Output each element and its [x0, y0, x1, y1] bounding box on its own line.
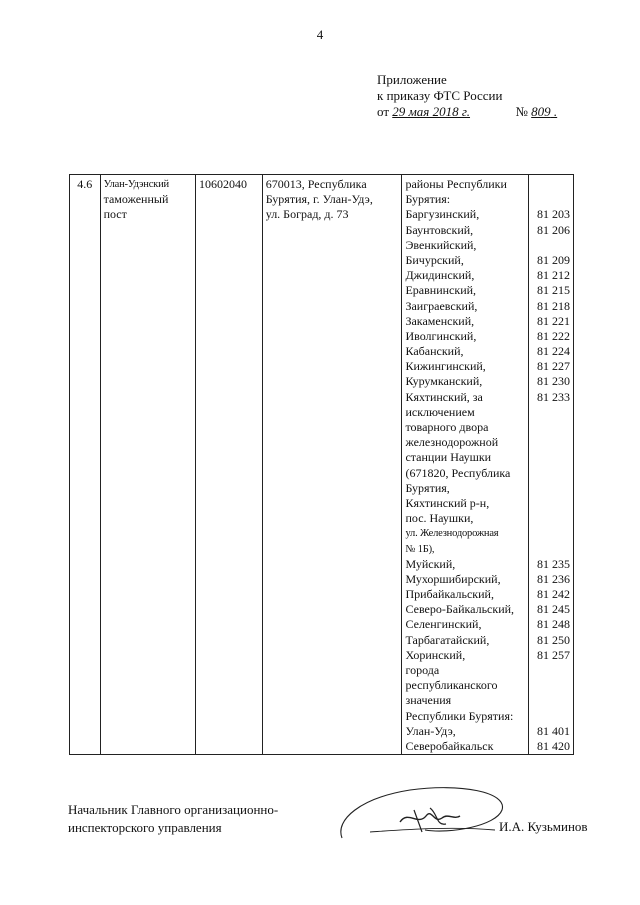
region-name: товарного двора	[405, 420, 489, 434]
region-name: Селенгинский,	[405, 617, 482, 632]
address-line: 670013, Республика	[265, 177, 367, 191]
region-name: Заиграевский,	[405, 298, 478, 313]
region-code: 81 236	[537, 571, 570, 586]
region-code	[532, 511, 571, 526]
region-name: Кяхтинский р-н,	[405, 495, 490, 510]
row-number: 4.6	[70, 175, 101, 755]
region-codes-cell	[528, 175, 574, 755]
region-code	[532, 450, 571, 465]
region-code: 81 245	[537, 602, 570, 617]
region-code: 81 230	[537, 374, 570, 389]
region-code	[532, 678, 571, 693]
region-name: железнодорожной	[405, 435, 499, 450]
region-name: Иволгинский,	[405, 328, 477, 343]
region-name: Кабанский,	[405, 344, 464, 359]
post-name-cell	[100, 175, 195, 755]
region-name: Баунтовский,	[405, 222, 474, 237]
region-name: ул. Железнодорожная	[405, 528, 499, 540]
region-code	[532, 405, 571, 420]
region-name: Улан-Удэ,	[405, 723, 456, 738]
region-code	[532, 709, 571, 724]
region-code: 81 212	[537, 268, 570, 283]
region-name: Кяхтинский, за	[405, 389, 483, 404]
region-name: Муйский,	[405, 556, 456, 571]
region-code	[532, 663, 571, 678]
region-code	[532, 481, 571, 496]
region-name: Бурятия,	[405, 480, 450, 495]
region-name: исключением	[405, 404, 475, 419]
region-name: Прибайкальский,	[405, 587, 494, 602]
appendix-header	[377, 72, 557, 120]
region-code: 81 250	[537, 632, 570, 647]
address-line: Бурятия, г. Улан-Удэ,	[265, 192, 373, 207]
region-name: Джидинский,	[405, 268, 475, 283]
region-name: Северо-Байкальский,	[405, 602, 515, 617]
region-code	[532, 542, 571, 557]
regions-cell	[402, 175, 528, 755]
post-code: 10602040	[196, 175, 263, 755]
region-name: районы Республики	[405, 177, 507, 191]
customs-post-table	[69, 174, 574, 755]
region-code	[532, 192, 571, 207]
region-code: 81 222	[537, 328, 570, 343]
region-name: № 1Б),	[405, 543, 435, 555]
address-line: ул. Боград, д. 73	[265, 207, 349, 222]
region-name: Эвенкийский,	[405, 237, 477, 252]
region-code	[532, 435, 571, 450]
region-name: Мухоршибирский,	[405, 571, 501, 586]
order-date: 29 мая 2018 г.	[392, 104, 471, 119]
position-line: Начальник Главного организационно-	[68, 802, 279, 817]
region-name: города	[405, 663, 440, 677]
region-name: Курумканский,	[405, 374, 483, 389]
region-code: 81 221	[537, 313, 570, 328]
region-code: 81 401	[537, 723, 570, 738]
post-name-line: пост	[103, 207, 127, 222]
signer-name: И.А. Кузьминов	[499, 819, 588, 834]
region-name: Бурятия:	[405, 192, 451, 207]
region-code: 81 215	[537, 283, 570, 298]
post-name-line: Улан-Удэнский	[103, 179, 169, 190]
region-code	[532, 496, 571, 511]
signature-position	[68, 801, 278, 837]
order-number: 809	[531, 104, 551, 119]
appendix-title: Приложение	[377, 72, 447, 87]
region-code	[532, 526, 571, 541]
page-number: 4	[316, 27, 324, 42]
region-code: 81 227	[537, 359, 570, 374]
date-prefix: от	[377, 104, 390, 119]
region-code	[532, 238, 571, 253]
region-name: Закаменский,	[405, 313, 475, 328]
region-code: 81 224	[537, 344, 570, 359]
region-code	[532, 420, 571, 435]
post-name-line: таможенный	[103, 192, 169, 207]
handwritten-signature	[330, 780, 515, 850]
region-name: республиканского	[405, 678, 498, 693]
region-name: Республики Бурятия:	[405, 708, 514, 723]
region-name: (671820, Республика	[405, 465, 511, 480]
region-code: 81 235	[537, 556, 570, 571]
region-code: 81 218	[537, 298, 570, 313]
region-code: 81 203	[537, 207, 570, 222]
region-code	[532, 693, 571, 708]
region-name: Тарбагатайский,	[405, 632, 490, 647]
number-prefix: №	[515, 104, 528, 119]
region-code: 81 248	[537, 617, 570, 632]
region-name: значения	[405, 693, 452, 708]
region-code	[532, 177, 571, 192]
region-code	[532, 466, 571, 481]
position-line: инспекторского управления	[68, 820, 222, 835]
region-name: пос. Наушки,	[405, 511, 474, 526]
region-name: Кижингинский,	[405, 359, 486, 374]
region-code: 81 209	[537, 252, 570, 267]
appendix-order-line: от 29 мая 2018 г. № 809 .	[377, 104, 558, 119]
region-name: Баргузинский,	[405, 207, 480, 222]
table-row	[70, 175, 574, 755]
region-code: 81 420	[537, 738, 570, 753]
region-code: 81 242	[537, 587, 570, 602]
appendix-order-ref: к приказу ФТС России	[377, 88, 503, 103]
region-code: 81 233	[537, 389, 570, 404]
address-cell	[262, 175, 402, 755]
region-name: Еравнинский,	[405, 283, 477, 298]
region-name: Бичурский,	[405, 252, 464, 267]
region-name: Северобайкальск	[405, 738, 494, 753]
region-name: Хоринский,	[405, 647, 466, 662]
region-code: 81 206	[537, 222, 570, 237]
region-name: станции Наушки	[405, 450, 492, 465]
region-code: 81 257	[537, 647, 570, 662]
